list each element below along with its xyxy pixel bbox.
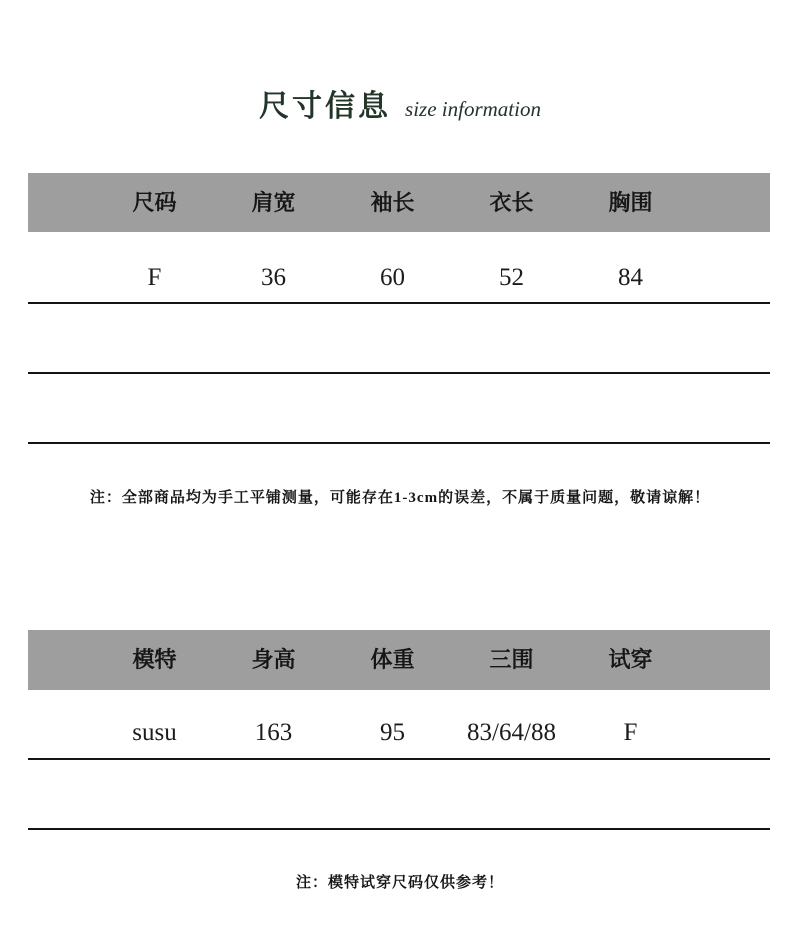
model-note: 注：模特试穿尺码仅供参考！ [295,875,504,891]
model-table-header-model: 模特 [132,647,177,672]
model-table-header-tryon: 试穿 [608,647,653,672]
model-value-tryon: F [623,719,638,746]
size-table-header-bust: 胸围 [608,190,653,215]
measurement-note: 注：全部商品均为手工平铺测量，可能存在1-3cm的误差，不属于质量问题，敬请谅解！ [89,490,711,506]
model-table-data-row [28,705,770,760]
size-value-bust: 84 [618,264,643,291]
size-value-size: F [147,264,162,291]
size-value-shoulder: 36 [261,264,286,291]
size-table-header-sleeve: 袖长 [370,190,415,215]
divider-line [28,758,770,760]
model-table-header-row [28,630,770,690]
model-value-name: susu [132,719,177,746]
model-value-height: 163 [254,719,293,746]
divider-line [28,372,770,374]
divider-line [28,442,770,444]
size-table-header-row [28,173,770,232]
size-value-length: 52 [499,264,524,291]
divider-line [28,828,770,830]
model-value-weight: 95 [380,719,405,746]
size-table-data-row [28,250,770,305]
size-value-sleeve: 60 [380,264,405,291]
page-title [0,90,800,124]
size-table-header-size: 尺码 [132,190,177,215]
page-title-zh: 尺寸信息 [259,90,392,123]
model-table-header-measurements: 三围 [489,647,534,672]
divider-line [28,302,770,304]
model-value-measurements: 83/64/88 [467,719,556,746]
size-table-header-shoulder: 肩宽 [251,190,296,215]
model-table-header-weight: 体重 [370,647,415,672]
model-table-header-height: 身高 [251,647,296,672]
page-title-en: size information [405,97,541,121]
size-table-header-length: 衣长 [489,190,534,215]
